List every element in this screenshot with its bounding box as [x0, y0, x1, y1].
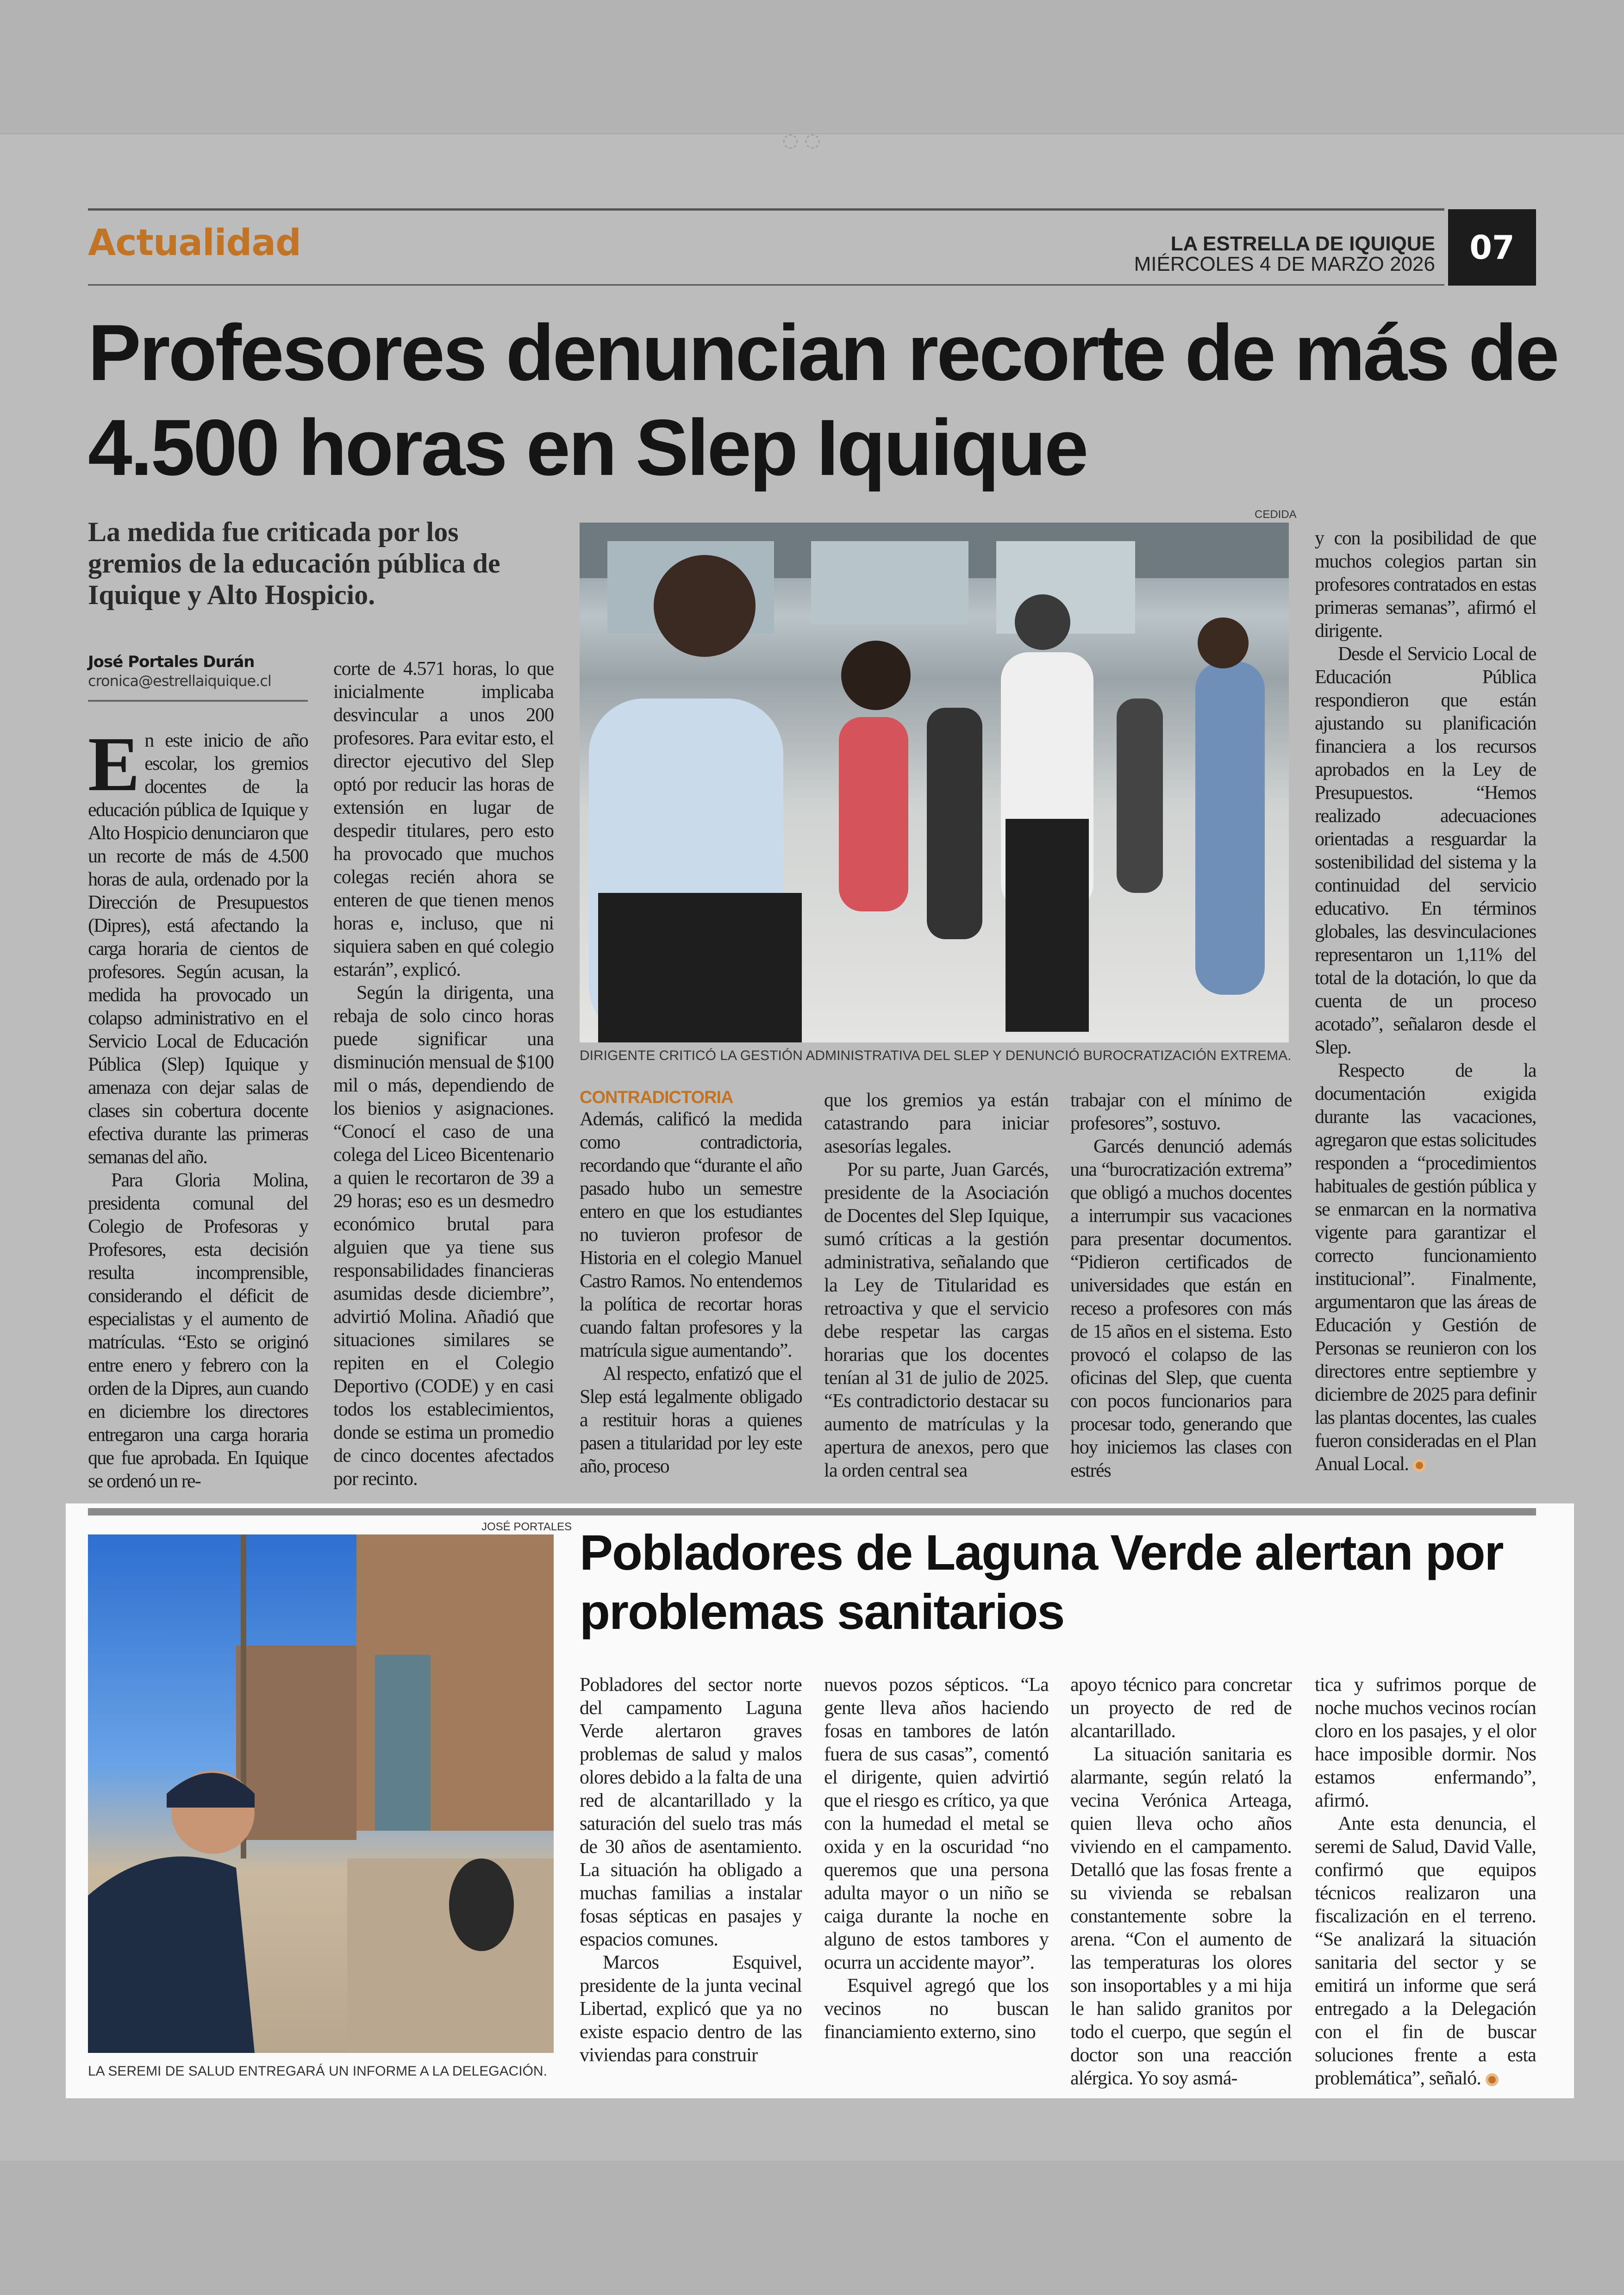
headline: Profesores denuncian recorte de más de 4.500 horas en Slep Iquique: [88, 308, 1558, 492]
article2-column-4: [1315, 1673, 1536, 2090]
article-column-1: [88, 721, 308, 1493]
subheadline: La medida fue criticada por los gremios de la educación pública de Iquique y Alto Hospicio.: [88, 517, 500, 610]
paragraph: Además, calificó la medida como contradictoria, recordando que “durante el año pasado hubo un semestre entero en que los estudiantes no tuvieron profesor de Historia en el colegio Manuel Castro Ramos. No entendemos la política de recortar horas cuando faltan profesores y la matrícula sigue aumentando”.: [580, 1109, 802, 1361]
article-column-4: [824, 1089, 1049, 1482]
paragraph: Ante esta denuncia, el seremi de Salud, David Valle, confirmó que equipos técnicos realizaron una fiscalización en el terreno. “Se analizará la situación sanitaria del sector y se emitirá un informe que será entregado a la Delegación con el fin de buscar soluciones frente a esta problemática”, señaló.: [1315, 1813, 1536, 2089]
paragraph: La situación sanitaria es alarmante, según relató la vecina Verónica Arteaga, quien lleva ocho años viviendo en el campamento. Detalló que las fosas frente a su vivienda se rebalsan constantemente sobre la arena. “Con el aumento de las temperaturas los olores son insoportables y a mi hija le han salido granitos por todo el cuerpo, que según el doctor son una reacción alérgica. Yo soy asmá-: [1070, 1744, 1292, 2089]
paragraph: Para Gloria Molina, presidenta comunal del Colegio de Profesoras y Profesores, esta decisión resulta incomprensible, considerando el déficit de especialistas y el aumento de matrículas. “Esto se originó entre enero y febrero con la orden de la Dipres, aun cuando en diciembre los directores entregaron una carga horaria que fue aprobada. En Iquique se ordenó un re-: [88, 1170, 308, 1492]
section-title: Actualidad: [88, 222, 301, 264]
article-divider: [88, 1508, 1536, 1515]
article-photo-laguna-verde: [88, 1534, 554, 2053]
paragraph: n este inicio de año escolar, los gremios docentes de la educación pública de Iquique y Alto Hospicio denunciaron que un recorte de más de 4.500 horas de aula, ordenado por la Dirección de Presupuestos (Dipres), está afectando la carga horaria de cientos de profesores. Según acusan, la medida ha provocado un colapso administrativo en el Servicio Local de Educación Pública (Slep) Iquique y amenaza con dejar salas de clases sin cobertura docente efectiva durante las primeras semanas del año.: [88, 730, 308, 1168]
paragraph: apoyo técnico para concretar un proyecto de red de alcantarillado.: [1070, 1674, 1292, 1742]
article-column-5: [1070, 1089, 1292, 1482]
article2-column-1: [580, 1673, 802, 2067]
end-of-article-icon: [1486, 2073, 1499, 2086]
header-top-rule: [88, 208, 1444, 211]
photo-credit-2: JOSÉ PORTALES: [481, 1521, 572, 1533]
newspaper-name: LA ESTRELLA DE IQUIQUE: [1170, 232, 1435, 255]
author-email[interactable]: cronica@estrellaiquique.cl: [88, 672, 271, 690]
paragraph: Respecto de la documentación exigida durante las vacaciones, agregaron que estas solicitudes responden a “procedimientos habituales de gestión pública y se enmarcan en la normativa vigente para garantizar el correcto funcionamiento institucional”. Finalmente, argumentaron que las áreas de Educación y Gestión de Personas se reunieron con los directores entre septiembre y diciembre de 2025 para definir las plantas docentes, las cuales fueron consideradas en el Plan Anual Local.: [1315, 1060, 1536, 1475]
drop-cap: E: [88, 721, 139, 807]
page-nav-icons[interactable]: ◌ ◌: [782, 130, 821, 151]
paragraph: tica y sufrimos porque de noche muchos vecinos rocían cloro en los pasajes, y el olor hace imposible dormir. Nos estamos enfermando”, afirmó.: [1315, 1674, 1536, 1811]
paragraph: nuevos pozos sépticos. “La gente lleva años haciendo fosas en tambores de latón fuera de sus casas”, comentó el dirigente, quien advirtió que el riesgo es crítico, ya que con la humedad el metal se oxida y en la oscuridad “no queremos que una persona adulta mayor o un niño se caiga durante la noche en alguno de estos tambores y ocurra un accidente mayor”.: [824, 1674, 1049, 1973]
author-name: José Portales Durán: [88, 653, 255, 671]
byline-rule: [88, 700, 308, 702]
paragraph: Pobladores del sector norte del campamento Laguna Verde alertaron graves problemas de salud y malos olores debido a la falta de una red de alcantarillado y la saturación del suelo tras más de 30 años de asentamiento. La situación ha obligado a muchas familias a instalar fosas sépticas en pasajes y espacios comunes.: [580, 1674, 802, 1950]
paragraph: Marcos Esquivel, presidente de la junta vecinal Libertad, explicó que ya no existe espacio dentro de las viviendas para construir: [580, 1952, 802, 2066]
paragraph: Garcés denunció además una “burocratización extrema” que obligó a muchos docentes a interrumpir sus vacaciones para presentar documentos. “Pidieron certificados de universidades que están en receso a profesores con más de 15 años en el sistema. Esto provocó el colapso de las oficinas del Slep, que cuenta con pocos funcionarios para procesar todo, generando que hoy iniciemos las clases con estrés: [1070, 1136, 1292, 1481]
paragraph: Por su parte, Juan Garcés, presidente de la Asociación de Docentes del Slep Iquique, sumó críticas a la gestión administrativa, señalando que la Ley de Titularidad es retroactiva y que el servicio debe respetar las cargas horarias que los docentes tenían al 31 de julio de 2025. “Es contradictorio destacar su aumento de matrículas y la apertura de anexos, pero que la orden central sea: [824, 1159, 1049, 1481]
header-bottom-rule: [88, 284, 1444, 286]
article2-column-2: [824, 1673, 1049, 2044]
article2-column-3: [1070, 1673, 1292, 2090]
photo-illustration: [580, 523, 1289, 1042]
article-column-3: [580, 1088, 802, 1478]
article-column-2: [333, 657, 554, 1491]
article-column-6: [1315, 527, 1536, 1476]
photo-caption: DIRIGENTE CRITICÓ LA GESTIÓN ADMINISTRATIVA DEL SLEP Y DENUNCIÓ BUROCRATIZACIÓN EXTREMA.: [580, 1048, 1292, 1063]
page-number: 07: [1448, 209, 1536, 286]
headline-2: Pobladores de Laguna Verde alertan por problemas sanitarios: [580, 1524, 1503, 1640]
end-of-article-icon: [1413, 1459, 1426, 1472]
issue-date: MIÉRCOLES 4 DE MARZO 2026: [1134, 253, 1435, 275]
paragraph: Según la dirigenta, una rebaja de solo cinco horas puede significar una disminución mensual de $100 mil o más, dependiendo de los bienios y asignaciones. “Conocí el caso de una colega del Liceo Bicentenario a quien le recortaron de 39 a 29 horas; eso es un desmedro económico brutal para alguien que ya tiene sus responsabilidades financieras asumidas desde diciembre”, advirtió Molina. Añadió que situaciones similares se repiten en el Colegio Deportivo (CODE) y en casi todos los establecimientos, donde se estima un promedio de cinco docentes afectados por recinto.: [333, 982, 554, 1490]
paragraph: corte de 4.571 horas, lo que inicialmente implicaba desvincular a unos 200 profesores. Para evitar esto, el director ejecutivo del Slep optó por reducir las horas de extensión en lugar de despedir titulares, pero esto ha provocado que muchos colegas recién ahora se enteren de que tienen menos horas e, incluso, que ni siquiera saben en qué colegio estarán”, explicó.: [333, 658, 554, 980]
photo-caption-2: LA SEREMI DE SALUD ENTREGARÁ UN INFORME A LA DELEGACIÓN.: [88, 2064, 547, 2079]
paragraph: Desde el Servicio Local de Educación Pública respondieron que están ajustando su planificación financiera a los recursos aprobados en la Ley de Presupuestos. “Hemos realizado adecuaciones orientadas a resguardar la sostenibilidad del sistema y la continuidad del servicio educativo. En términos globales, las desvinculaciones representaron un 1,11% del total de la dotación, lo que da cuenta de un proceso acotado”, señalaron desde el Slep.: [1315, 643, 1536, 1058]
photo-illustration-2: [88, 1534, 554, 2053]
paragraph: Al respecto, enfatizó que el Slep está legalmente obligado a restituir horas a quienes pasen a titularidad por ley este año, proceso: [580, 1363, 802, 1477]
masthead: [1130, 234, 1435, 274]
section-subhead: CONTRADICTORIA: [580, 1088, 733, 1107]
paragraph: Esquivel agregó que los vecinos no buscan financiamiento externo, sino: [824, 1975, 1049, 2043]
article-photo-teachers: [580, 523, 1289, 1042]
paragraph: que los gremios ya están catastrando para iniciar asesorías legales.: [824, 1090, 1049, 1157]
paragraph: trabajar con el mínimo de profesores”, sostuvo.: [1070, 1090, 1292, 1134]
photo-credit: CEDIDA: [1255, 508, 1297, 521]
paragraph: y con la posibilidad de que muchos colegios partan sin profesores contratados en estas primeras semanas”, afirmó el dirigente.: [1315, 528, 1536, 642]
